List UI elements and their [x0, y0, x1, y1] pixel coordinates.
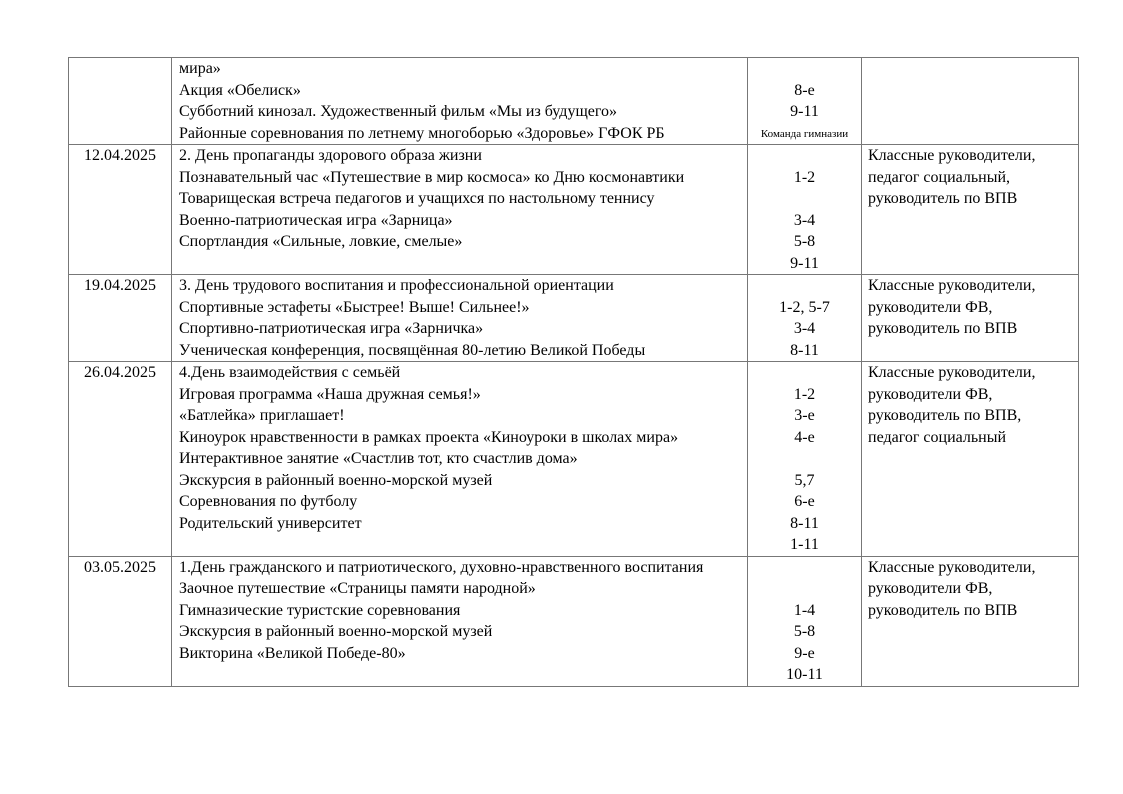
- event-item: Субботний кинозал. Художественный фильм «Мы из будущего»: [179, 103, 618, 120]
- class-item: 8-11: [790, 341, 819, 359]
- table-row: [69, 362, 1079, 557]
- class-item: 1-4: [793, 601, 816, 619]
- responsible-item: Классные руководители,: [868, 364, 1036, 381]
- event-item: Игровая программа «Наша дружная семья!»: [179, 385, 481, 403]
- class-item: 1-11: [790, 536, 819, 553]
- class-item: 8-е: [794, 81, 815, 99]
- event-item: Акция «Обелиск»: [179, 81, 301, 99]
- responsible-cell: [862, 145, 1079, 275]
- responsible-item: Классные руководители,: [868, 147, 1036, 164]
- table-row: [69, 145, 1079, 275]
- class-item: 3-4: [793, 211, 816, 229]
- class-item: 5-8: [793, 233, 816, 250]
- class-item: 4-е: [794, 428, 815, 446]
- date-cell: [69, 58, 172, 145]
- event-item: Экскурсия в районный военно-морской музей: [179, 471, 493, 489]
- class-item: 3-е: [794, 407, 815, 424]
- event-item: 4.День взаимодействия с семьёй: [179, 364, 401, 381]
- class-item: 9-е: [794, 644, 815, 662]
- classes-cell: [748, 556, 862, 686]
- responsible-cell: [862, 362, 1079, 557]
- responsible-item: Классные руководители,: [868, 558, 1036, 576]
- date-cell: 19.04.2025: [69, 275, 172, 362]
- responsible-item: руководитель по ВПВ: [868, 320, 1018, 337]
- table-row: [69, 58, 1079, 145]
- table-row: [69, 275, 1079, 362]
- event-item: Интерактивное занятие «Счастлив тот, кто счастлив дома»: [179, 450, 578, 467]
- event-item: «Батлейка» приглашает!: [179, 407, 345, 424]
- event-item: Районные соревнования по летнему многоборью «Здоровье» ГФОК РБ: [179, 124, 665, 142]
- event-item: Товарищеская встреча педагогов и учащихся по настольному теннису: [179, 190, 655, 207]
- class-item: 3-4: [793, 320, 816, 337]
- class-item: 1-2, 5-7: [779, 298, 830, 316]
- responsible-item: педагог социальный,: [868, 168, 1011, 186]
- responsible-item: Классные руководители,: [868, 277, 1036, 294]
- classes-cell: [748, 58, 862, 145]
- event-item: Спортивно-патриотическая игра «Зарничка»: [179, 320, 484, 337]
- responsible-cell: [862, 275, 1079, 362]
- event-item: Экскурсия в районный военно-морской музей: [179, 623, 493, 640]
- responsible-item: руководитель по ВПВ: [868, 601, 1018, 619]
- event-item: Викторина «Великой Победе-80»: [179, 644, 406, 662]
- class-item: 8-11: [790, 514, 819, 532]
- responsible-item: руководитель по ВПВ: [868, 190, 1018, 207]
- class-item: 1-2: [793, 385, 816, 403]
- events-cell: [172, 362, 748, 557]
- class-item: 10-11: [786, 666, 823, 683]
- event-item: Соревнования по футболу: [179, 493, 358, 510]
- classes-cell: [748, 362, 862, 557]
- class-item: 5,7: [794, 471, 815, 489]
- class-item: 9-11: [790, 103, 819, 120]
- classes-cell: [748, 145, 862, 275]
- date-cell: 12.04.2025: [69, 145, 172, 275]
- event-item: 3. День трудового воспитания и профессиональной ориентации: [179, 277, 614, 294]
- responsible-cell: [862, 58, 1079, 145]
- responsible-item: руководитель по ВПВ,: [868, 407, 1022, 424]
- event-item: Заочное путешествие «Страницы памяти народной»: [179, 580, 536, 597]
- class-item: 9-11: [790, 254, 819, 272]
- responsible-item: руководители ФВ,: [868, 385, 993, 403]
- date-cell: 03.05.2025: [69, 556, 172, 686]
- event-item: Спортландия «Сильные, ловкие, смелые»: [179, 233, 463, 250]
- schedule-table: [68, 57, 1079, 687]
- events-cell: [172, 275, 748, 362]
- date-cell: 26.04.2025: [69, 362, 172, 557]
- events-cell: [172, 145, 748, 275]
- event-item: Родительский университет: [179, 514, 362, 532]
- responsible-item: руководители ФВ,: [868, 298, 993, 316]
- events-cell: [172, 58, 748, 145]
- classes-cell: [748, 275, 862, 362]
- event-item: Познавательный час «Путешествие в мир космоса» ко Дню космонавтики: [179, 168, 685, 186]
- responsible-item: руководители ФВ,: [868, 580, 993, 597]
- class-item: Команда гимназии: [760, 127, 849, 140]
- responsible-cell: [862, 556, 1079, 686]
- event-item: Киноурок нравственности в рамках проекта «Киноуроки в школах мира»: [179, 428, 679, 446]
- event-item: Гимназические туристские соревнования: [179, 601, 461, 619]
- event-item: мира»: [179, 60, 221, 77]
- event-item: 1.День гражданского и патриотического, духовно-нравственного воспитания: [179, 558, 704, 576]
- event-item: Военно-патриотическая игра «Зарница»: [179, 211, 453, 229]
- event-item: Ученическая конференция, посвящённая 80-летию Великой Победы: [179, 341, 646, 359]
- event-item: 2. День пропаганды здорового образа жизни: [179, 147, 482, 164]
- class-item: 6-е: [794, 493, 815, 510]
- responsible-item: педагог социальный: [868, 428, 1007, 446]
- events-cell: [172, 556, 748, 686]
- event-item: Спортивные эстафеты «Быстрее! Выше! Сильнее!»: [179, 298, 530, 316]
- class-item: 1-2: [793, 168, 816, 186]
- table-row: [69, 556, 1079, 686]
- class-item: 5-8: [793, 623, 816, 640]
